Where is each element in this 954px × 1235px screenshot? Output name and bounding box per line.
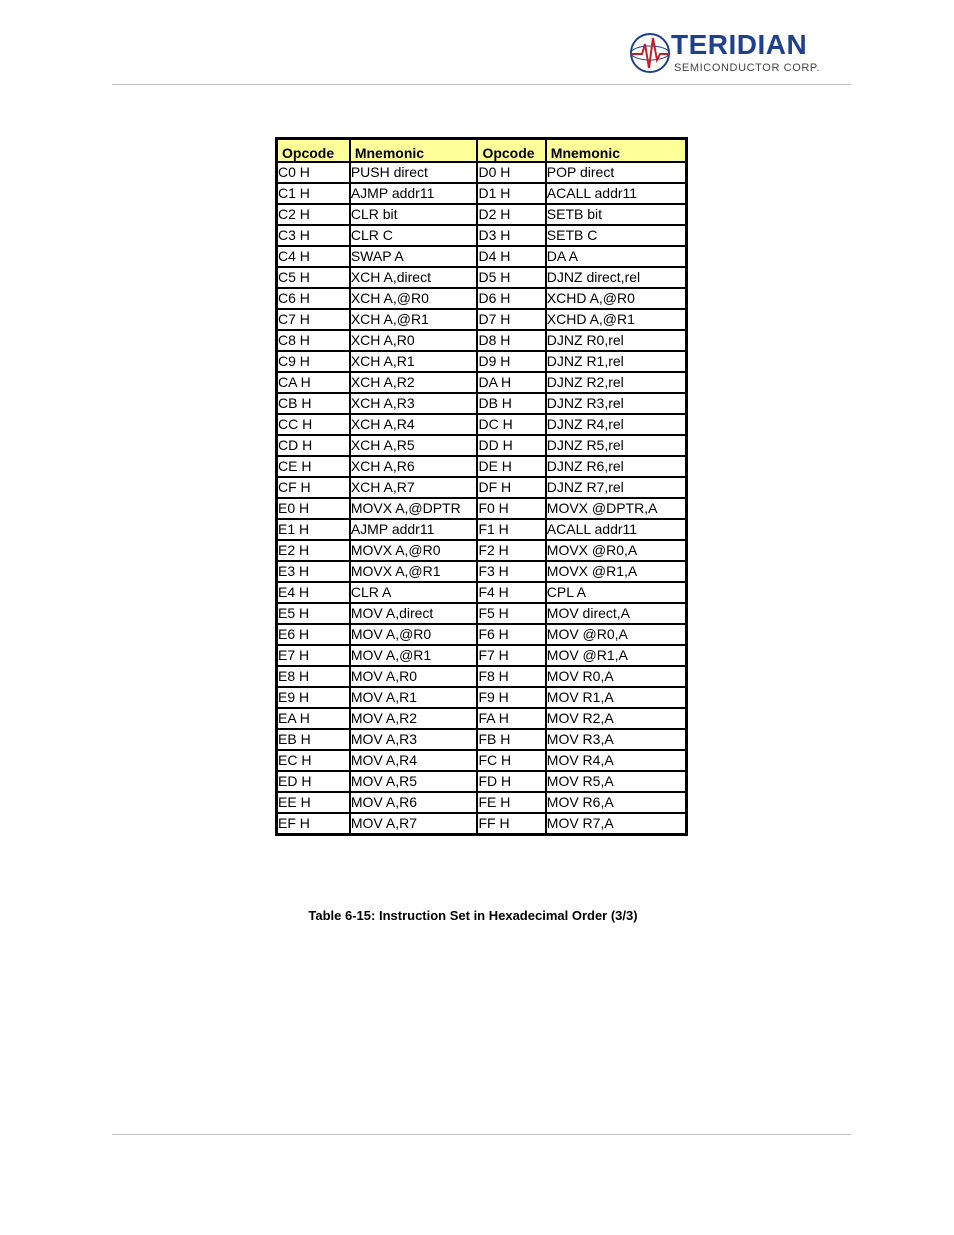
mnemonic-cell: SETB C [546, 225, 687, 246]
opcode-cell: D7 H [477, 309, 545, 330]
table-row [277, 288, 687, 309]
opcode-cell: DF H [477, 477, 545, 498]
opcode-cell: E7 H [277, 645, 350, 666]
logo-brand-text: TERIDIAN [671, 29, 808, 60]
mnemonic-cell: MOV A,R5 [350, 771, 478, 792]
opcode-cell: F7 H [477, 645, 545, 666]
mnemonic-cell: DJNZ R1,rel [546, 351, 687, 372]
opcode-cell: C0 H [277, 162, 350, 183]
mnemonic-cell: MOV A,@R0 [350, 624, 478, 645]
mnemonic-cell: MOV R3,A [546, 729, 687, 750]
opcode-cell: DB H [477, 393, 545, 414]
mnemonic-cell: MOV R2,A [546, 708, 687, 729]
opcode-cell: C3 H [277, 225, 350, 246]
opcode-cell: C1 H [277, 183, 350, 204]
col-header-mnemonic: Mnemonic [546, 139, 687, 162]
mnemonic-cell: MOV R4,A [546, 750, 687, 771]
opcode-cell: E3 H [277, 561, 350, 582]
table-row [277, 561, 687, 582]
mnemonic-cell: MOV R7,A [546, 813, 687, 835]
table-row [277, 183, 687, 204]
mnemonic-cell: CLR A [350, 582, 478, 603]
opcode-cell: E1 H [277, 519, 350, 540]
table-row [277, 225, 687, 246]
mnemonic-cell: PUSH direct [350, 162, 478, 183]
mnemonic-cell: AJMP addr11 [350, 183, 478, 204]
table-row [277, 645, 687, 666]
mnemonic-cell: XCH A,R1 [350, 351, 478, 372]
mnemonic-cell: MOVX A,@DPTR [350, 498, 478, 519]
opcode-cell: FA H [477, 708, 545, 729]
opcode-cell: FE H [477, 792, 545, 813]
mnemonic-cell: DJNZ R3,rel [546, 393, 687, 414]
mnemonic-cell: MOV A,R7 [350, 813, 478, 835]
opcode-cell: C5 H [277, 267, 350, 288]
opcode-cell: CB H [277, 393, 350, 414]
opcode-cell: F3 H [477, 561, 545, 582]
opcode-cell: FC H [477, 750, 545, 771]
opcode-cell: FB H [477, 729, 545, 750]
opcode-cell: D3 H [477, 225, 545, 246]
mnemonic-cell: MOVX @R1,A [546, 561, 687, 582]
opcode-cell: C8 H [277, 330, 350, 351]
mnemonic-cell: AJMP addr11 [350, 519, 478, 540]
opcode-cell: E9 H [277, 687, 350, 708]
mnemonic-cell: CLR C [350, 225, 478, 246]
mnemonic-cell: MOV R5,A [546, 771, 687, 792]
opcode-cell: D2 H [477, 204, 545, 225]
table-row [277, 456, 687, 477]
mnemonic-cell: MOV A,R0 [350, 666, 478, 687]
opcode-cell: F6 H [477, 624, 545, 645]
mnemonic-cell: DJNZ R0,rel [546, 330, 687, 351]
table-row [277, 666, 687, 687]
col-header-opcode: Opcode [477, 139, 545, 162]
opcode-cell: CE H [277, 456, 350, 477]
mnemonic-cell: DJNZ R7,rel [546, 477, 687, 498]
opcode-cell: F8 H [477, 666, 545, 687]
opcode-cell: F1 H [477, 519, 545, 540]
table-row [277, 393, 687, 414]
opcode-cell: DC H [477, 414, 545, 435]
opcode-cell: F0 H [477, 498, 545, 519]
opcode-cell: C4 H [277, 246, 350, 267]
mnemonic-cell: MOV A,R2 [350, 708, 478, 729]
opcode-cell: CA H [277, 372, 350, 393]
table-row [277, 519, 687, 540]
mnemonic-cell: DJNZ R5,rel [546, 435, 687, 456]
mnemonic-cell: SETB bit [546, 204, 687, 225]
mnemonic-cell: MOV R1,A [546, 687, 687, 708]
opcode-cell: C9 H [277, 351, 350, 372]
mnemonic-cell: MOVX @R0,A [546, 540, 687, 561]
table-row [277, 435, 687, 456]
opcode-cell: E6 H [277, 624, 350, 645]
table-row [277, 771, 687, 792]
logo-sub-text: SEMICONDUCTOR CORP. [674, 62, 821, 74]
table-row [277, 813, 687, 835]
mnemonic-cell: DJNZ R2,rel [546, 372, 687, 393]
table-row [277, 582, 687, 603]
table-row [277, 624, 687, 645]
opcode-cell: F4 H [477, 582, 545, 603]
mnemonic-cell: XCH A,@R0 [350, 288, 478, 309]
mnemonic-cell: XCH A,R6 [350, 456, 478, 477]
table-row [277, 498, 687, 519]
opcode-cell: DA H [477, 372, 545, 393]
table-row [277, 708, 687, 729]
opcode-cell: CC H [277, 414, 350, 435]
mnemonic-cell: MOV A,R6 [350, 792, 478, 813]
opcode-cell: D8 H [477, 330, 545, 351]
table-header-row [277, 139, 687, 162]
mnemonic-cell: XCHD A,@R0 [546, 288, 687, 309]
table-row [277, 309, 687, 330]
opcode-cell: EE H [277, 792, 350, 813]
col-header-mnemonic: Mnemonic [350, 139, 478, 162]
mnemonic-cell: MOV A,@R1 [350, 645, 478, 666]
mnemonic-cell: ACALL addr11 [546, 183, 687, 204]
opcode-cell: C7 H [277, 309, 350, 330]
table-row [277, 204, 687, 225]
mnemonic-cell: DJNZ direct,rel [546, 267, 687, 288]
mnemonic-cell: MOVX A,@R0 [350, 540, 478, 561]
mnemonic-cell: MOV @R1,A [546, 645, 687, 666]
mnemonic-cell: MOV R6,A [546, 792, 687, 813]
mnemonic-cell: MOV A,R3 [350, 729, 478, 750]
mnemonic-cell: MOVX A,@R1 [350, 561, 478, 582]
table-row [277, 372, 687, 393]
opcode-cell: FF H [477, 813, 545, 835]
opcode-cell: EB H [277, 729, 350, 750]
opcode-cell: CD H [277, 435, 350, 456]
opcode-cell: C2 H [277, 204, 350, 225]
mnemonic-cell: POP direct [546, 162, 687, 183]
opcode-cell: E8 H [277, 666, 350, 687]
mnemonic-cell: XCHD A,@R1 [546, 309, 687, 330]
opcode-cell: F2 H [477, 540, 545, 561]
opcode-cell: EC H [277, 750, 350, 771]
mnemonic-cell: MOV R0,A [546, 666, 687, 687]
opcode-cell: C6 H [277, 288, 350, 309]
opcode-cell: D0 H [477, 162, 545, 183]
table-row [277, 477, 687, 498]
instruction-table [275, 137, 688, 836]
table-row [277, 330, 687, 351]
opcode-cell: D1 H [477, 183, 545, 204]
header-rule [112, 84, 851, 85]
opcode-cell: EF H [277, 813, 350, 835]
opcode-cell: ED H [277, 771, 350, 792]
mnemonic-cell: XCH A,R7 [350, 477, 478, 498]
mnemonic-cell: DA A [546, 246, 687, 267]
mnemonic-cell: XCH A,R2 [350, 372, 478, 393]
table-row [277, 267, 687, 288]
opcode-cell: FD H [477, 771, 545, 792]
mnemonic-cell: MOV A,direct [350, 603, 478, 624]
waveform-icon [628, 30, 672, 76]
opcode-cell: D5 H [477, 267, 545, 288]
table-row [277, 729, 687, 750]
table-caption: Table 6-15: Instruction Set in Hexadecimal Order (3/3) [308, 908, 638, 923]
table-row [277, 750, 687, 771]
opcode-cell: E0 H [277, 498, 350, 519]
col-header-opcode: Opcode [277, 139, 350, 162]
opcode-cell: DD H [477, 435, 545, 456]
table-row [277, 162, 687, 183]
table-row [277, 540, 687, 561]
table-row [277, 414, 687, 435]
mnemonic-cell: MOV @R0,A [546, 624, 687, 645]
opcode-cell: F9 H [477, 687, 545, 708]
teridian-logo [628, 30, 833, 80]
mnemonic-cell: DJNZ R4,rel [546, 414, 687, 435]
mnemonic-cell: XCH A,direct [350, 267, 478, 288]
mnemonic-cell: CLR bit [350, 204, 478, 225]
opcode-cell: E5 H [277, 603, 350, 624]
mnemonic-cell: MOVX @DPTR,A [546, 498, 687, 519]
mnemonic-cell: DJNZ R6,rel [546, 456, 687, 477]
mnemonic-cell: SWAP A [350, 246, 478, 267]
mnemonic-cell: XCH A,R3 [350, 393, 478, 414]
table-row [277, 792, 687, 813]
opcode-cell: E4 H [277, 582, 350, 603]
opcode-cell: F5 H [477, 603, 545, 624]
table-row [277, 351, 687, 372]
mnemonic-cell: MOV A,R4 [350, 750, 478, 771]
opcode-cell: CF H [277, 477, 350, 498]
opcode-cell: D4 H [477, 246, 545, 267]
table-row [277, 246, 687, 267]
mnemonic-cell: MOV A,R1 [350, 687, 478, 708]
mnemonic-cell: XCH A,R4 [350, 414, 478, 435]
mnemonic-cell: XCH A,@R1 [350, 309, 478, 330]
footer-rule [112, 1134, 851, 1135]
opcode-cell: D9 H [477, 351, 545, 372]
mnemonic-cell: ACALL addr11 [546, 519, 687, 540]
mnemonic-cell: CPL A [546, 582, 687, 603]
opcode-cell: D6 H [477, 288, 545, 309]
opcode-cell: EA H [277, 708, 350, 729]
opcode-cell: E2 H [277, 540, 350, 561]
mnemonic-cell: XCH A,R5 [350, 435, 478, 456]
table-row [277, 687, 687, 708]
opcode-cell: DE H [477, 456, 545, 477]
mnemonic-cell: XCH A,R0 [350, 330, 478, 351]
mnemonic-cell: MOV direct,A [546, 603, 687, 624]
table-row [277, 603, 687, 624]
